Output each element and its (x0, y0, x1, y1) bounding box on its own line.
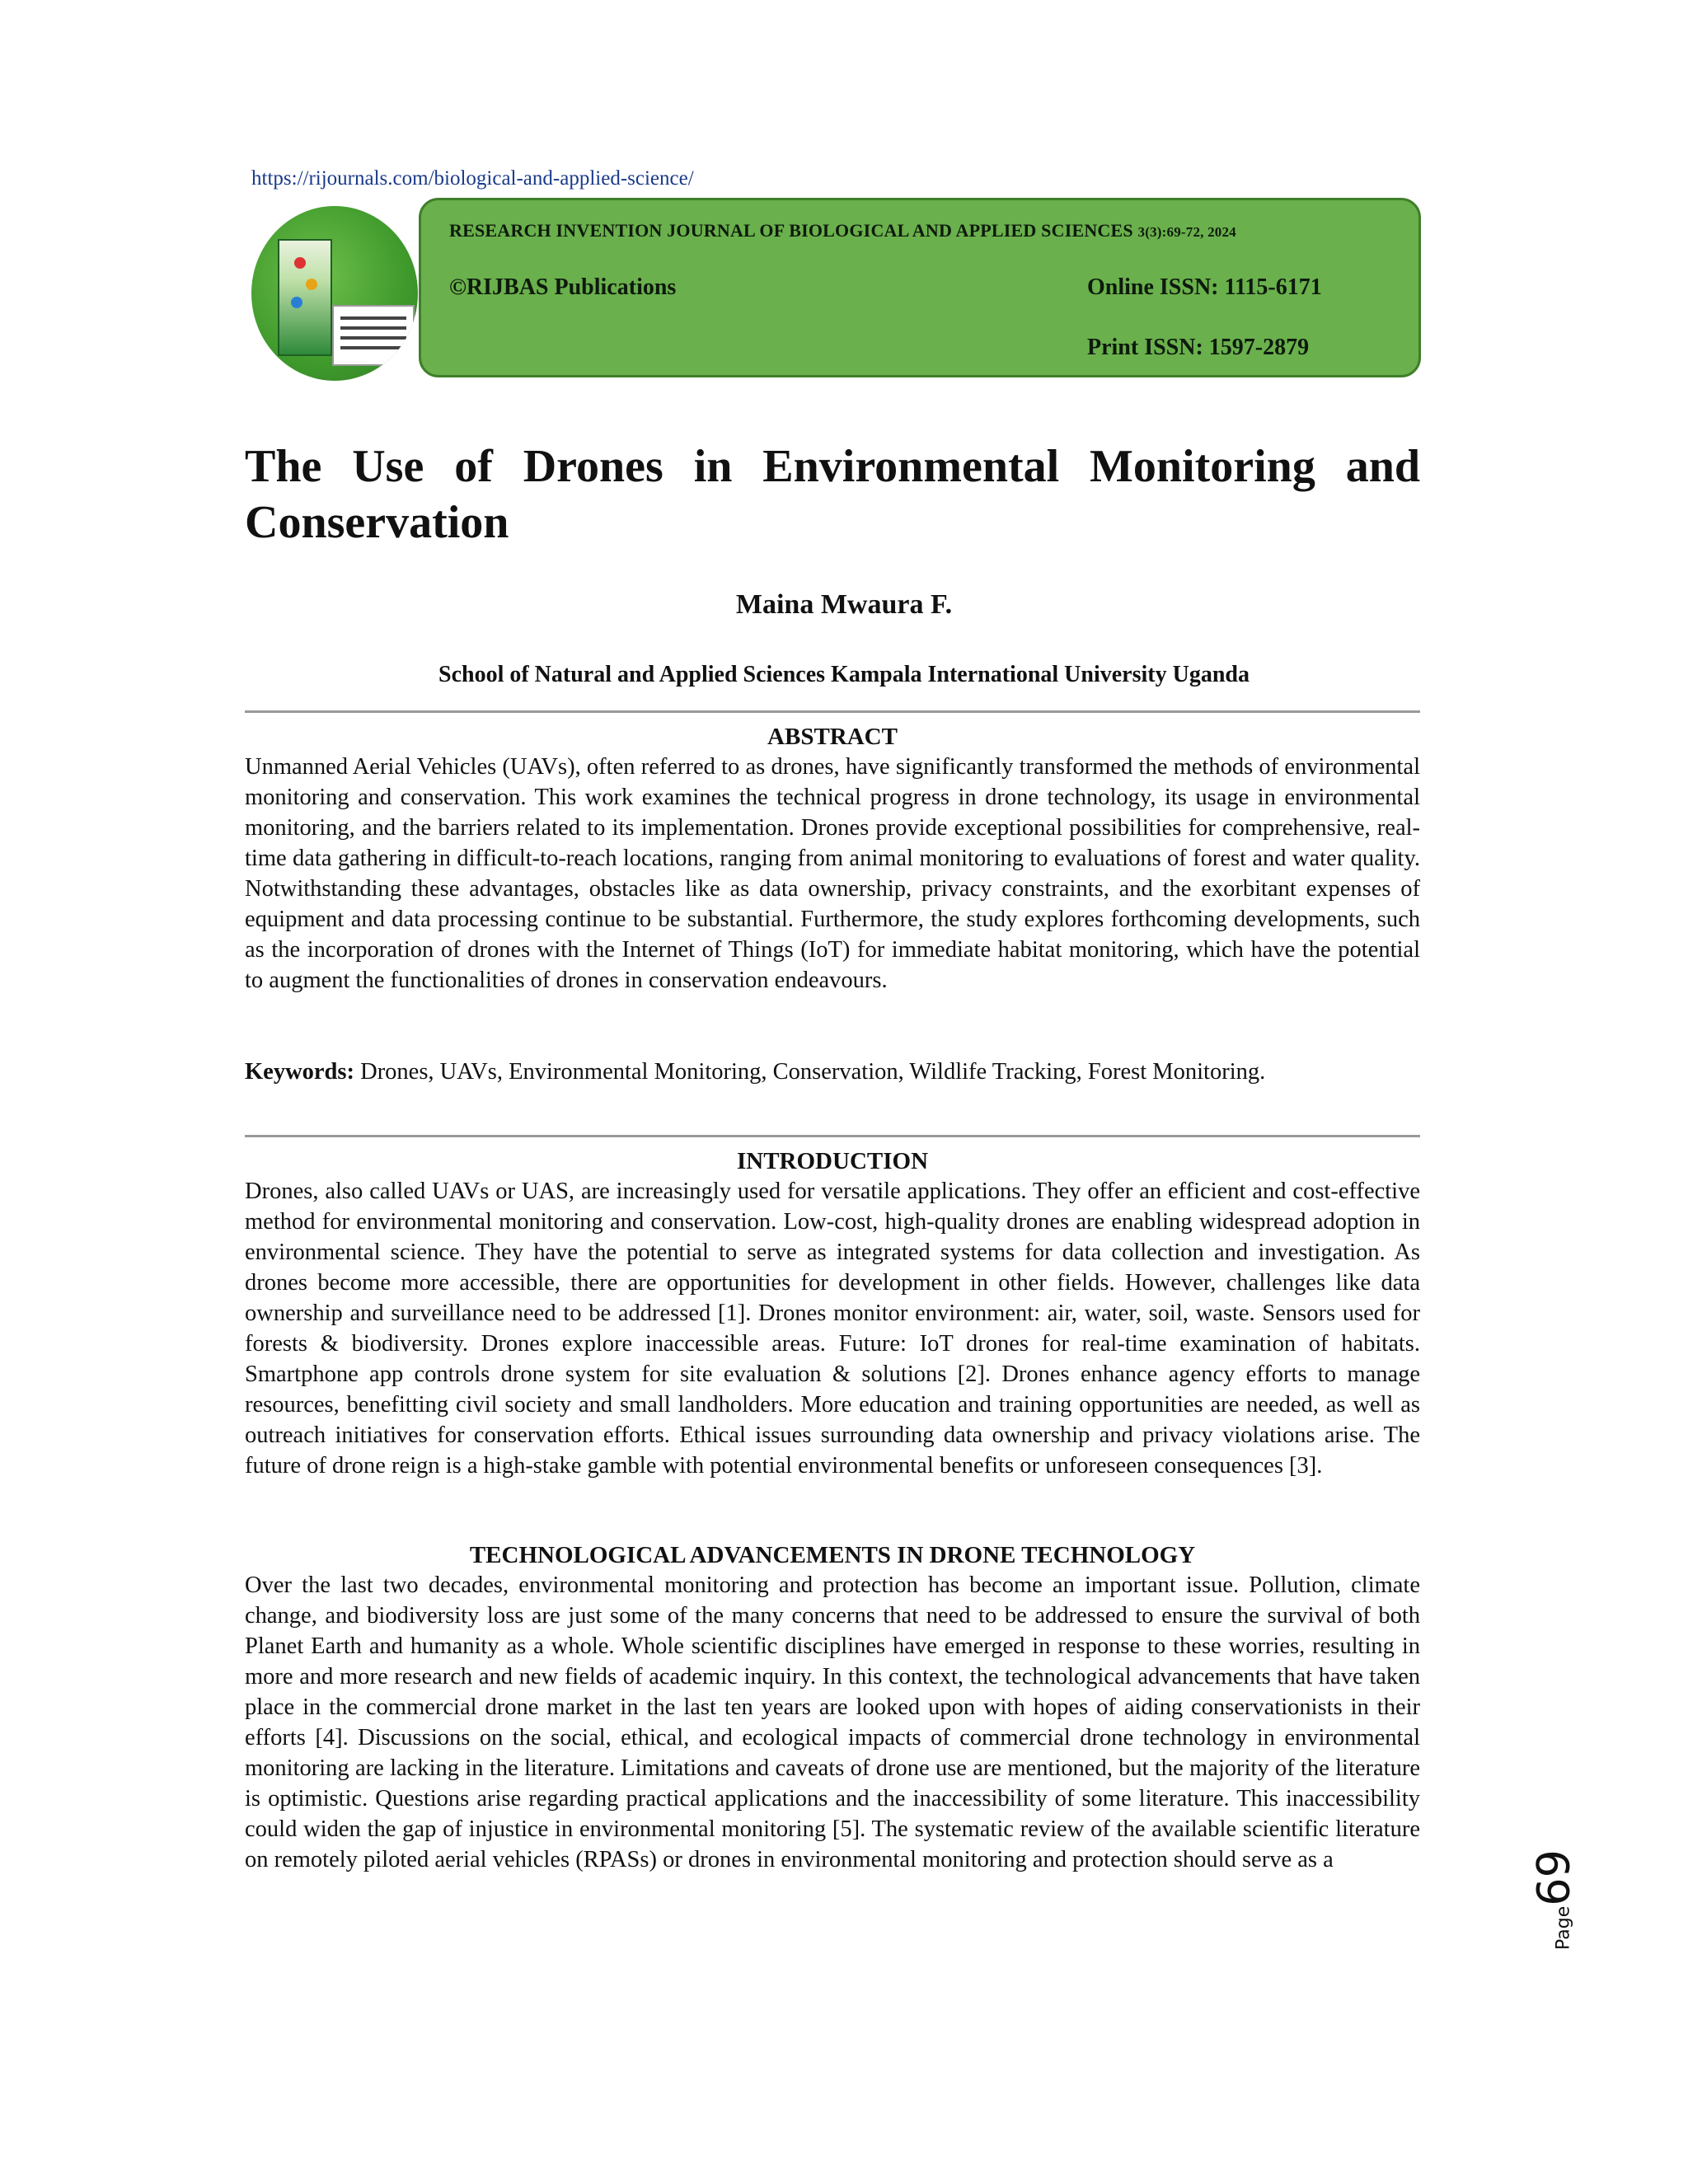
keywords (245, 1057, 1420, 1087)
author-name: Maina Mwaura F. (735, 589, 953, 620)
page-number-value: 69 (1527, 1849, 1580, 1906)
article-title: The Use of Drones in Environmental Monitoring and Conservation (245, 441, 1420, 548)
journal-url[interactable]: https://rijournals.com/biological-and-applied-science/ (251, 167, 694, 190)
introduction-text: Drones, also called UAVs or UAS, are increasingly used for versatile applications. They offer an efficient and cost-effective method for environmental monitoring and conservation. Low-cost, high-quality drones are enabling widespread adoption in environmental science. They have the potential to serve as integrated systems for data collection and investigation. As drones become more accessible, there are opportunities for development in other fields. However, challenges like data ownership and surveillance need to be addressed [1]. Drones monitor environment: air, water, soil, waste. Sensors used for forests & biodiversity. Drones explore inaccessible areas. Future: IoT drones for real-time examination of habitats. Smartphone app controls drone system for site evaluation & solutions [2]. Drones enhance agency efforts to manage resources, benefitting civil society and small landholders. More education and training opportunities are needed, as well as outreach initiatives for conservation efforts. Ethical issues surrounding data ownership and privacy violations arise. The future of drone reign is a high-stake gamble with potential environmental benefits or unforeseen consequences [3]. (245, 1179, 1420, 1479)
journal-logo (251, 206, 418, 381)
journal-cover-image (278, 239, 332, 356)
tech-advancements-text: Over the last two decades, environmental monitoring and protection has become an important issue. Pollution, climate change, and biodiversity loss are just some of the many concerns that need to be addressed to ensure the survival of both Planet Earth and humanity as a whole. Whole scientific disciplines have emerged in response to these worries, resulting in more and more research and new fields of academic inquiry. In this context, the technological advancements that have taken place in the commercial drone market in the last ten years are looked upon with hopes of aiding conservationists in their efforts [4]. Discussions on the social, ethical, and ecological impacts of commercial drone technology in environmental monitoring are lacking in the literature. Limitations and caveats of drone use are mentioned, but the majority of the literature is optimistic. Questions arise regarding practical applications and the inaccessibility of some literature. This inaccessibility could widen the gap of injustice in environmental monitoring [5]. The systematic review of the available scientific literature on remotely piloted aerial vehicles (RPASs) or drones in environmental monitoring and protection should serve as a (245, 1572, 1420, 1872)
tech-advancements-heading: TECHNOLOGICAL ADVANCEMENTS IN DRONE TECHNOLOGY (469, 1542, 1196, 1568)
divider (245, 1135, 1420, 1137)
page-number (1527, 1838, 1580, 1961)
print-issn: Print ISSN: 1597-2879 (1087, 335, 1310, 360)
journal-volume: 3(3):69-72, 2024 (1137, 224, 1236, 240)
journal-banner (419, 198, 1421, 377)
abstract-heading: ABSTRACT (767, 724, 898, 750)
divider (245, 710, 1420, 713)
publisher: ©RIJBAS Publications (449, 274, 677, 300)
page-label: Page (1553, 1905, 1574, 1950)
introduction-heading: INTRODUCTION (736, 1148, 929, 1174)
journal-stack-image (332, 305, 415, 366)
online-issn: Online ISSN: 1115-6171 (1087, 274, 1322, 300)
journal-title: RESEARCH INVENTION JOURNAL OF BIOLOGICAL AND APPLIED SCIENCES 3(3):69-72, 2024 (449, 220, 1236, 241)
author-affiliation: School of Natural and Applied Sciences Kampala International University Uganda (438, 662, 1250, 687)
keywords-list: Drones, UAVs, Environmental Monitoring, Conservation, Wildlife Tracking, Forest Monitoring. (360, 1059, 1266, 1085)
keywords-label: Keywords: (245, 1059, 354, 1085)
abstract-text: Unmanned Aerial Vehicles (UAVs), often referred to as drones, have significantly transformed the methods of environmental monitoring and conservation. This work examines the technical progress in drone technology, its usage in environmental monitoring, and the barriers related to its implementation. Drones provide exceptional possibilities for comprehensive, real-time data gathering in difficult-to-reach locations, ranging from animal monitoring to evaluations of forest and water quality. Notwithstanding these advantages, obstacles like as data ownership, privacy constraints, and the exorbitant expenses of equipment and data processing continue to be substantial. Furthermore, the study explores forthcoming developments, such as the incorporation of drones with the Internet of Things (IoT) for immediate habitat monitoring, which have the potential to augment the functionalities of drones in conservation endeavours. (245, 754, 1420, 993)
